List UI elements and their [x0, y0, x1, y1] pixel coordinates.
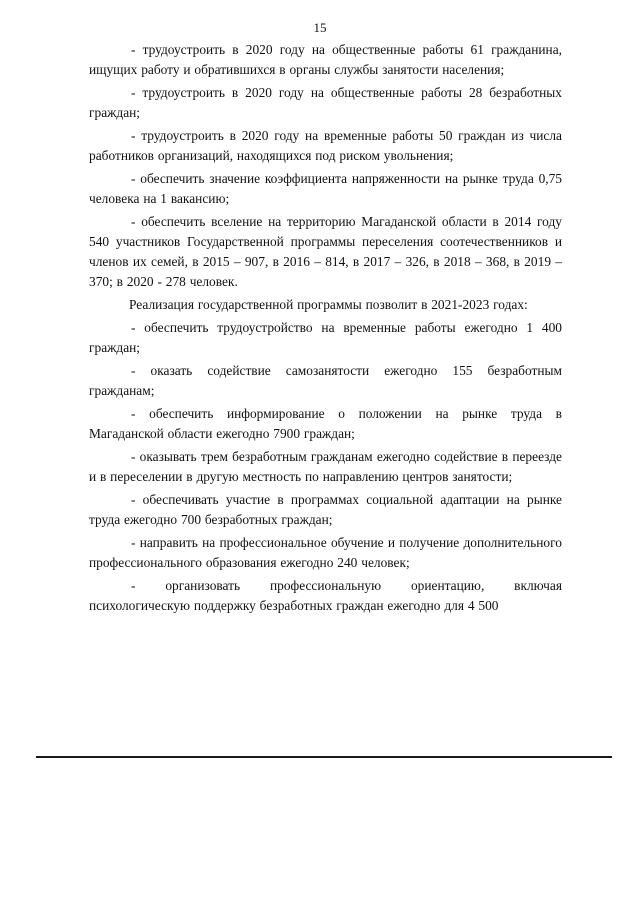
list-item: - трудоустроить в 2020 году на общественные работы 28 безработных граждан; [89, 85, 562, 120]
list-item: - обеспечивать участие в программах социальной адаптации на рынке труда ежегодно 700 безработных граждан; [89, 492, 562, 527]
list-item: - обеспечить информирование о положении на рынке труда в Магаданской области ежегодно 7900 граждан; [89, 406, 562, 441]
document-body [89, 40, 562, 619]
list-item: - оказать содействие самозанятости ежегодно 155 безработным гражданам; [89, 363, 562, 398]
section-intro: Реализация государственной программы позволит в 2021-2023 годах: [129, 297, 528, 312]
list-item: - оказывать трем безработным гражданам ежегодно содействие в переезде и в переселении в другую местность по направлению центров занятости; [89, 449, 562, 484]
list-item: - трудоустроить в 2020 году на временные работы 50 граждан из числа работников организаций, находящихся под риском увольнения; [89, 128, 562, 163]
list-item: - направить на профессиональное обучение и получение дополнительного профессионального образования ежегодно 240 человек; [89, 535, 562, 570]
list-item: - обеспечить значение коэффициента напряженности на рынке труда 0,75 человека на 1 вакансию; [89, 171, 562, 206]
list-item: - организовать профессиональную ориентацию, включая психологическую поддержку безработных граждан ежегодно для 4 500 [89, 578, 562, 613]
list-item: - трудоустроить в 2020 году на общественные работы 61 гражданина, ищущих работу и обратившихся в органы службы занятости населения; [89, 42, 562, 77]
list-item: - обеспечить трудоустройство на временные работы ежегодно 1 400 граждан; [89, 320, 562, 355]
page-bottom-divider [36, 756, 612, 758]
list-item: - обеспечить вселение на территорию Магаданской области в 2014 году 540 участников Государственной программы переселения соотечественников и членов их семей, в 2015 – 907, в 2016 – 814, в 2017 – 326, в 2018 – 368, в 2019 – 370; в 2020 - 278 человек. [89, 214, 562, 289]
page-number: 15 [313, 20, 327, 35]
